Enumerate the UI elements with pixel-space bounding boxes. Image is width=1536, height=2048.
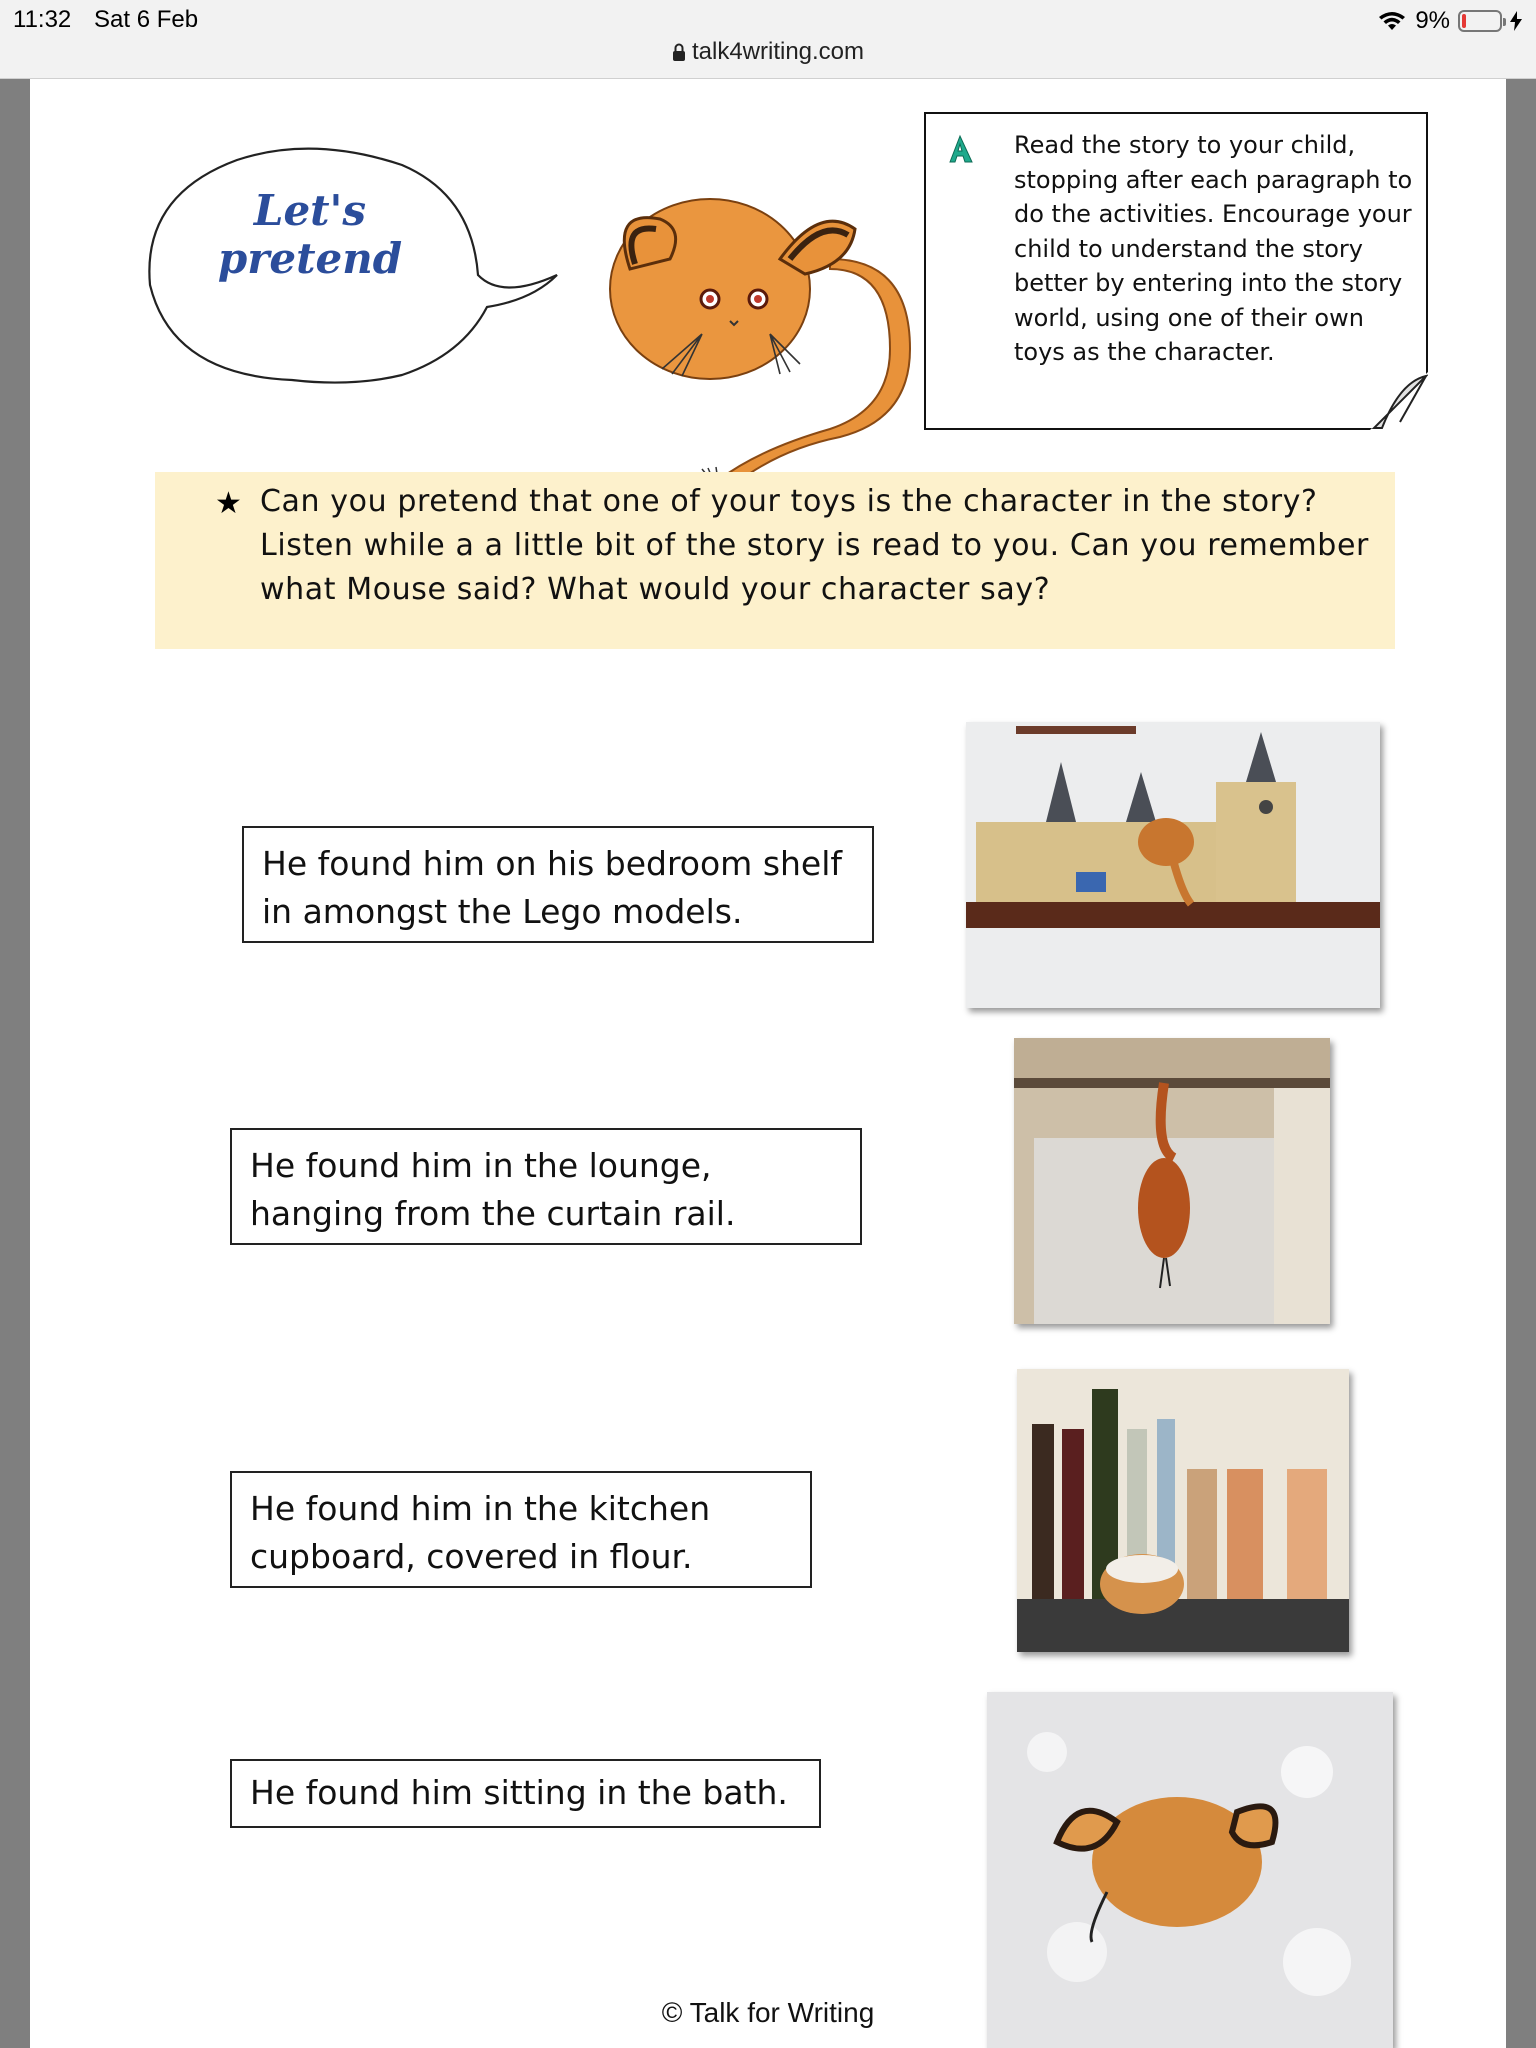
star-icon: ★ [215, 486, 242, 521]
activity-prompt-text: Can you pretend that one of your toys is the character in the story? Listen while a a little bit of the story is read to you. Can you remember what Mouse said? What would your character say? [260, 484, 1369, 607]
url-text[interactable]: talk4writing.com [691, 38, 865, 65]
address-bar[interactable] [0, 38, 1536, 66]
scene-caption-curtain: He found him in the lounge, hanging from the curtain rail. [230, 1128, 862, 1245]
footer-copyright: © Talk for Writing [661, 1997, 875, 2028]
status-bar [0, 0, 1536, 79]
worksheet-page [30, 79, 1506, 2048]
page-curl-icon [1370, 372, 1428, 430]
speech-bubble-text: Let's pretend [217, 186, 403, 283]
lock-icon [672, 43, 686, 61]
scene-caption-shelf: He found him on his bedroom shelf in amongst the Lego models. [242, 826, 874, 943]
photo-bath [987, 1692, 1393, 2048]
battery-percentage: 9% [1415, 7, 1450, 34]
parent-note [924, 112, 1428, 430]
status-indicators [1377, 6, 1522, 36]
photo-kitchen-cupboard [1017, 1369, 1349, 1652]
letter-a-icon [946, 134, 976, 164]
charging-bolt-icon [1510, 11, 1522, 31]
scene-caption-bath: He found him sitting in the bath. [230, 1759, 821, 1828]
mouse-illustration [590, 149, 930, 509]
scene-caption-kitchen: He found him in the kitchen cupboard, covered in flour. [230, 1471, 812, 1588]
photo-curtain-rail [1014, 1038, 1330, 1324]
status-date: Sat 6 Feb [94, 6, 199, 33]
status-time: 11:32 [13, 6, 72, 33]
wifi-icon [1377, 10, 1407, 32]
photo-lego-shelf [966, 722, 1380, 1008]
battery-icon [1458, 10, 1502, 32]
parent-note-text: Read the story to your child, stopping after each paragraph to do the activities. Encourage your child to understand the story better by entering into the story world, using one of their own toys as the character. [1014, 131, 1413, 366]
